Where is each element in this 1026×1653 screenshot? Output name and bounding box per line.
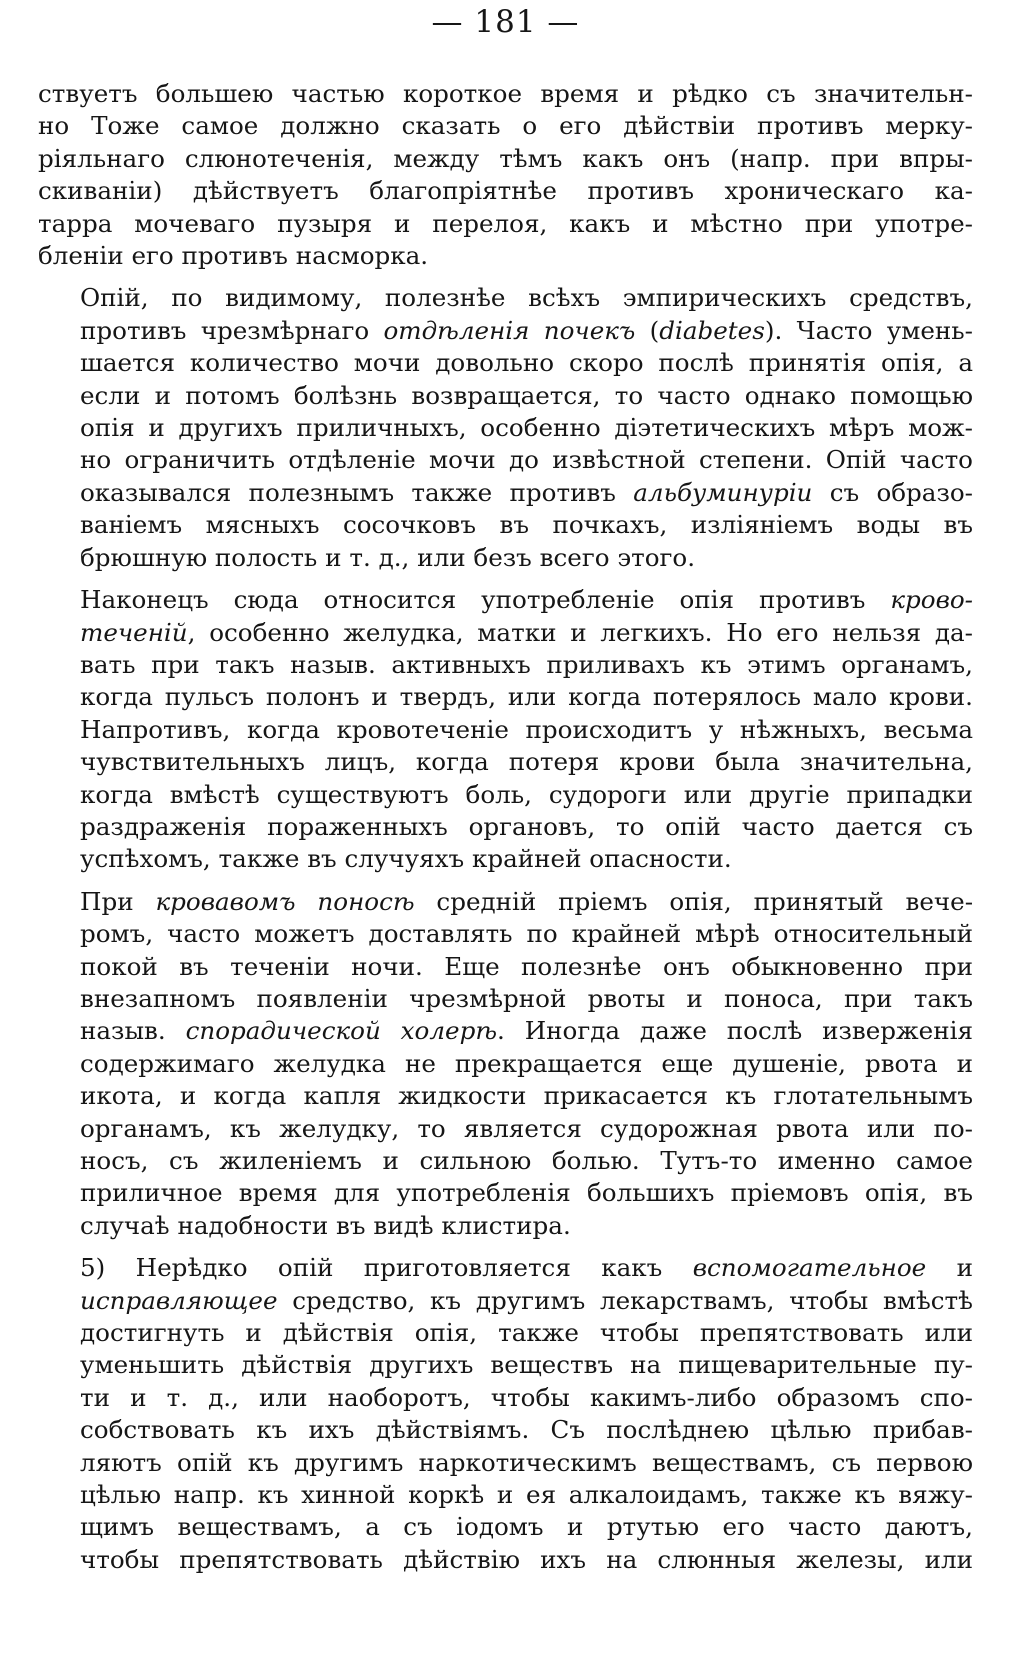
text-run: ). Часто умень- xyxy=(764,315,973,345)
page-number: — 181 — xyxy=(431,4,580,40)
text-run: уменьшить дѣйствія другихъ веществъ на пищеварительные пу- xyxy=(80,1350,973,1380)
text-run: Наконецъ сюда относится употребленіе опія противъ xyxy=(80,585,891,615)
italic-term: diabetes xyxy=(659,315,765,345)
text-line xyxy=(38,1113,973,1145)
text-run: приличное время для употребленія большихъ пріемовъ опія, въ xyxy=(80,1178,973,1208)
italic-term: отдѣленія почекъ xyxy=(383,315,636,345)
text-run: но Тоже самое должно сказать о его дѣйствіи противъ мерку- xyxy=(38,111,973,141)
text-line xyxy=(38,412,973,444)
text-line xyxy=(38,1511,973,1543)
text-run: ( xyxy=(635,315,660,345)
text-run: когда вмѣстѣ существуютъ боль, судороги или другіе припадки xyxy=(80,779,973,809)
text-line xyxy=(38,951,973,983)
text-run: носъ, съ жиленіемъ и сильною болью. Тутъ-то именно самое xyxy=(80,1146,973,1175)
text-line xyxy=(38,542,973,574)
text-line xyxy=(38,208,973,240)
text-run: раздраженія пораженныхъ органовъ, то опій часто дается съ xyxy=(80,811,973,841)
text-run: бленіи его противъ насморка. xyxy=(38,241,429,271)
text-run: цѣлью напр. къ хинной коркѣ и ея алкалоидамъ, также къ вяжу- xyxy=(80,1480,973,1510)
text-line xyxy=(38,1414,973,1446)
paragraph xyxy=(38,282,973,574)
text-run: ляютъ опій къ другимъ наркотическимъ веществамъ, съ первою xyxy=(80,1447,973,1477)
text-run: содержимаго желудка не прекращается еще душеніе, рвота и xyxy=(80,1048,973,1078)
text-line xyxy=(38,509,973,541)
text-run: икота, и когда капля жидкости прикасается къ глотательнымъ xyxy=(80,1081,973,1111)
text-line xyxy=(38,347,973,379)
text-line xyxy=(38,1349,973,1381)
text-line xyxy=(38,1252,973,1284)
text-run: Напротивъ, когда кровотеченіе происходитъ у нѣжныхъ, весьма xyxy=(80,714,973,744)
text-line xyxy=(38,240,973,272)
text-line xyxy=(38,175,973,207)
text-line xyxy=(38,282,973,314)
text-run: оказывался полезнымъ также противъ xyxy=(80,477,634,507)
text-run: опія и другихъ приличныхъ, особенно діэтетическихъ мѣръ мож- xyxy=(80,413,973,443)
text-line xyxy=(38,1382,973,1414)
text-run: ваніемъ мясныхъ сосочковъ въ почкахъ, изліяніемъ воды въ xyxy=(80,510,973,540)
text-run: брюшную полость и т. д., или безъ всего этого. xyxy=(80,542,696,572)
text-run: чтобы препятствовать дѣйствію ихъ на слюнныя железы, или xyxy=(80,1544,973,1574)
text-line xyxy=(38,1447,973,1479)
text-run: тарра мочеваго пузыря и перелоя, какъ и мѣстно при употре- xyxy=(38,208,973,238)
text-run: 5) Нерѣдко опій приготовляется какъ xyxy=(80,1253,693,1283)
text-run: противъ чрезмѣрнаго xyxy=(80,315,384,345)
text-run: средство, къ другимъ лекарствамъ, чтобы вмѣстѣ xyxy=(277,1285,973,1315)
text-line xyxy=(38,649,973,681)
italic-term: исправляющее xyxy=(80,1285,278,1315)
text-run: чувствительныхъ лицъ, когда потеря крови была значительна, xyxy=(80,747,973,777)
italic-term: кровавомъ поносѣ xyxy=(155,886,415,916)
text-line xyxy=(38,1317,973,1349)
text-line xyxy=(38,315,973,347)
text-run: , особенно желудка, матки и легкихъ. Но его нельзя да- xyxy=(187,617,973,647)
text-run: При xyxy=(80,886,156,916)
text-run: и xyxy=(926,1253,973,1283)
text-line xyxy=(38,1177,973,1209)
text-run: если и потомъ болѣзнь возвращается, то часто однако помощью xyxy=(80,380,973,410)
text-run: органамъ, къ желудку, то является судорожная рвота или по- xyxy=(80,1113,973,1143)
text-line xyxy=(38,681,973,713)
text-line xyxy=(38,1479,973,1511)
text-run: успѣхомъ, также въ случуяхъ крайней опасности. xyxy=(80,844,732,874)
text-line xyxy=(38,714,973,746)
italic-term: спорадической холерѣ xyxy=(185,1016,498,1046)
text-run: Опій, по видимому, полезнѣе всѣхъ эмпирическихъ средствъ, xyxy=(80,283,973,313)
text-run: вать при такъ назыв. активныхъ приливахъ къ этимъ органамъ, xyxy=(80,649,973,679)
text-line xyxy=(38,78,973,110)
text-line xyxy=(38,1544,973,1576)
italic-term: альбуминуріи xyxy=(633,477,813,507)
italic-term: вспомогательное xyxy=(692,1253,927,1283)
text-run: скиваніи) дѣйствуетъ благопріятнѣе противъ хроническаго ка- xyxy=(38,176,973,206)
text-line xyxy=(38,444,973,476)
text-line xyxy=(38,843,973,875)
text-body xyxy=(38,78,973,1576)
text-run: случаѣ надобности въ видѣ клистира. xyxy=(80,1210,571,1240)
text-run: достигнуть и дѣйствія опія, также чтобы препятствовать или xyxy=(80,1318,973,1348)
text-line xyxy=(38,1285,973,1317)
paragraph xyxy=(38,78,973,272)
text-run: собствовать къ ихъ дѣйствіямъ. Съ послѣднею цѣлью прибав- xyxy=(80,1415,973,1445)
text-run: . Иногда даже послѣ изверженія xyxy=(497,1016,973,1046)
text-run: ти и т. д., или наоборотъ, чтобы какимъ-либо образомъ спо- xyxy=(80,1382,973,1412)
text-line xyxy=(38,746,973,778)
text-line xyxy=(38,1015,973,1047)
text-line xyxy=(38,143,973,175)
text-run: покой въ теченіи ночи. Еще полезнѣе онъ обыкновенно при xyxy=(80,951,973,981)
text-line xyxy=(38,1145,973,1177)
text-run: средній пріемъ опія, принятый вече- xyxy=(414,886,973,916)
text-line xyxy=(38,1210,973,1242)
book-page xyxy=(38,0,973,1586)
text-run: ріяльнаго слюнотеченія, между тѣмъ какъ онъ (напр. при впры- xyxy=(38,143,973,173)
italic-term: крово- xyxy=(890,585,973,615)
text-line xyxy=(38,779,973,811)
text-run: когда пульсъ полонъ и твердъ, или когда потерялось мало крови. xyxy=(80,682,973,712)
text-run: шается количество мочи довольно скоро послѣ принятія опія, а xyxy=(80,348,973,378)
text-line xyxy=(38,1048,973,1080)
text-line xyxy=(38,617,973,649)
text-line xyxy=(38,380,973,412)
text-line xyxy=(38,918,973,950)
text-line xyxy=(38,477,973,509)
italic-term: теченій xyxy=(80,617,188,647)
text-run: щимъ веществамъ, а съ іодомъ и ртутью его часто даютъ, xyxy=(80,1512,973,1542)
text-line xyxy=(38,886,973,918)
text-line xyxy=(38,811,973,843)
text-line xyxy=(38,110,973,142)
text-run: ствуетъ большею частью короткое время и рѣдко съ значительн- xyxy=(38,79,973,108)
text-run: но ограничить отдѣленіе мочи до извѣстной степени. Опій часто xyxy=(80,445,973,475)
text-line xyxy=(38,983,973,1015)
text-run: внезапномъ появленіи чрезмѣрной рвоты и поноса, при такъ xyxy=(80,983,973,1013)
text-run: назыв. xyxy=(80,1016,186,1046)
text-line xyxy=(38,1080,973,1112)
paragraph xyxy=(38,886,973,1242)
text-run: съ образо- xyxy=(812,477,973,507)
paragraph xyxy=(38,584,973,876)
text-line xyxy=(38,584,973,616)
paragraph xyxy=(38,1252,973,1576)
text-run: ромъ, часто можетъ доставлять по крайней мѣрѣ относительный xyxy=(80,919,973,949)
